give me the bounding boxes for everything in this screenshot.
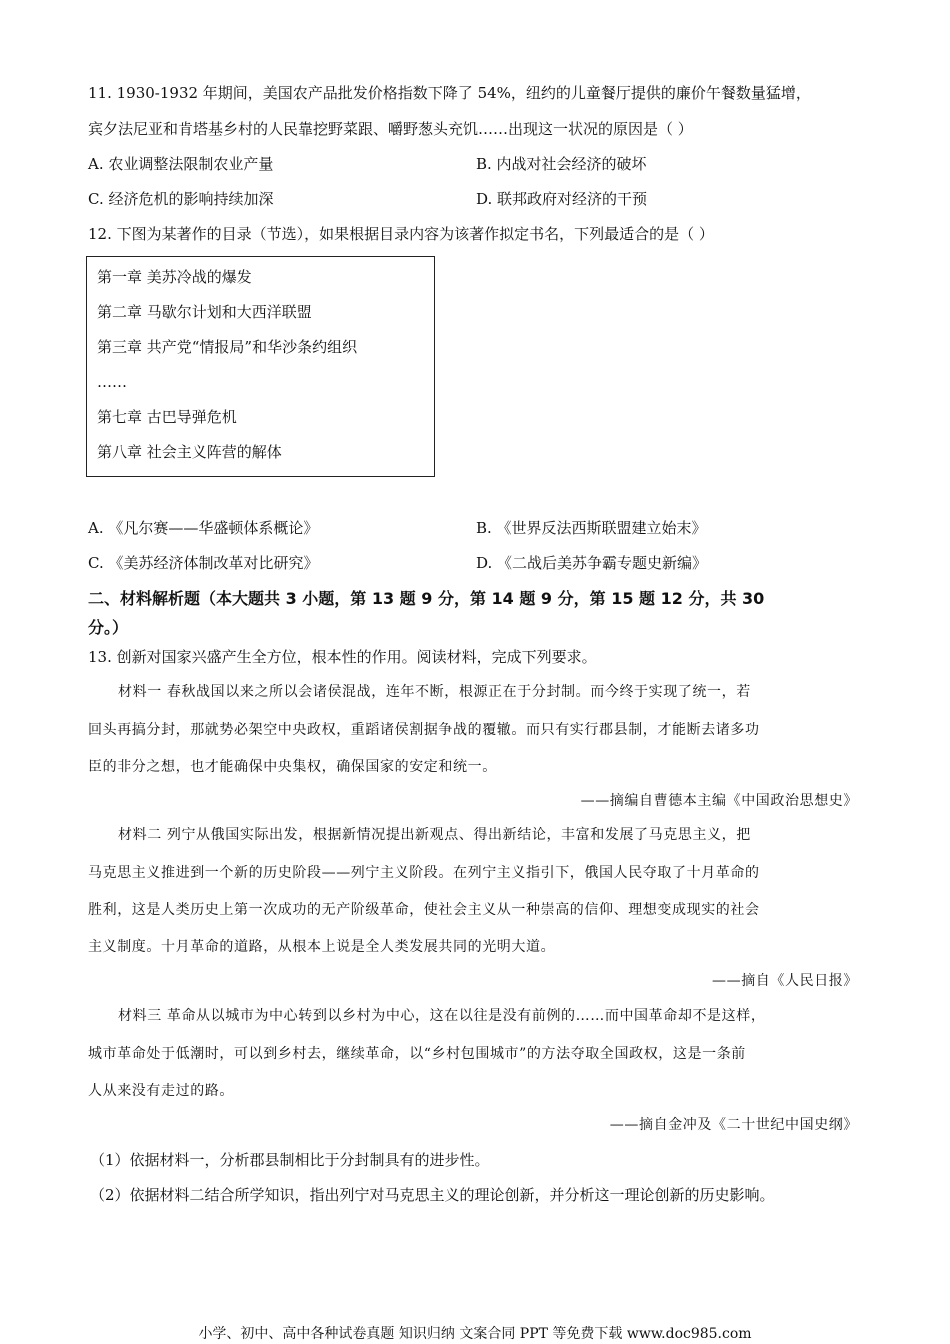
section-heading-line2: 分。） bbox=[88, 618, 129, 637]
q13-task1: （1）依据材料一，分析郡县制相比于分封制具有的进步性。 bbox=[90, 1151, 490, 1169]
toc-item: 第三章 共产党“情报局”和华沙条约组织 bbox=[97, 338, 358, 356]
material2-source: ——摘自《人民日报》 bbox=[712, 973, 858, 989]
q11-option-b: B. 内战对社会经济的破坏 bbox=[476, 155, 647, 173]
q12-option-d: D. 《二战后美苏争霸专题史新编》 bbox=[476, 554, 708, 572]
section-heading-line1: 二、材料解析题（本大题共 3 小题，第 13 题 9 分，第 14 题 9 分，第 15 题 12 分，共 30 bbox=[88, 589, 765, 608]
q11-option-a: A. 农业调整法限制农业产量 bbox=[88, 155, 274, 173]
q12-option-b: B. 《世界反法西斯联盟建立始末》 bbox=[476, 519, 707, 537]
toc-item: …… bbox=[97, 373, 127, 391]
q12-stem: 12. 下图为某著作的目录（节选），如果根据目录内容为该著作拟定书名，下列最适合的是（ ） bbox=[88, 225, 714, 243]
toc-item: 第七章 古巴导弹危机 bbox=[97, 408, 237, 426]
toc-item: 第八章 社会主义阵营的解体 bbox=[97, 443, 282, 461]
material3-source: ——摘自金冲及《二十世纪中国史纲》 bbox=[609, 1117, 858, 1133]
material1-line: 材料一 春秋战国以来之所以会诸侯混战，连年不断，根源正在于分封制。而今终于实现了统一，若 bbox=[118, 684, 751, 700]
q12-option-c: C. 《美苏经济体制改革对比研究》 bbox=[88, 554, 319, 572]
q11-option-d: D. 联邦政府对经济的干预 bbox=[476, 190, 648, 208]
material2-line: 马克思主义推进到一个新的历史阶段——列宁主义阶段。在列宁主义指引下，俄国人民夺取了十月革命的 bbox=[88, 865, 760, 881]
material3-line: 城市革命处于低潮时，可以到乡村去，继续革命，以“乡村包围城市”的方法夺取全国政权，这是一条前 bbox=[88, 1046, 746, 1062]
material1-line: 回头再搞分封，那就势必架空中央政权，重蹈诸侯割据争战的覆辙。而只有实行郡县制，才能断去诸多功 bbox=[88, 722, 760, 738]
q11-option-c: C. 经济危机的影响持续加深 bbox=[88, 190, 274, 208]
table-of-contents-box bbox=[86, 256, 435, 477]
material3-line: 材料三 革命从以城市为中心转到以乡村为中心，这在以往是没有前例的……而中国革命却不是这样， bbox=[118, 1008, 766, 1024]
page-footer: 小学、初中、高中各种试卷真题 知识归纳 文案合同 PPT 等免费下载 www.doc985.com bbox=[198, 1326, 752, 1342]
q13-task2: （2）依据材料二结合所学知识，指出列宁对马克思主义的理论创新，并分析这一理论创新的历史影响。 bbox=[90, 1186, 775, 1204]
material3-line: 人从来没有走过的路。 bbox=[88, 1083, 234, 1099]
material2-line: 主义制度。十月革命的道路，从根本上说是全人类发展共同的光明大道。 bbox=[88, 939, 556, 955]
q11-stem-line2: 宾夕法尼亚和肯塔基乡村的人民靠挖野菜跟、嚼野葱头充饥……出现这一状况的原因是（ ） bbox=[88, 120, 693, 138]
material2-line: 材料二 列宁从俄国实际出发，根据新情况提出新观点、得出新结论，丰富和发展了马克思主义，把 bbox=[118, 827, 751, 843]
toc-item: 第二章 马歇尔计划和大西洋联盟 bbox=[97, 303, 312, 321]
material2-line: 胜利，这是人类历史上第一次成功的无产阶级革命，使社会主义从一种崇高的信仰、理想变成现实的社会 bbox=[88, 902, 760, 918]
q11-stem-line1: 11. 1930-1932 年期间，美国农产品批发价格指数下降了 54%，纽约的儿童餐厅提供的廉价午餐数量猛增， bbox=[88, 84, 811, 102]
material1-line: 臣的非分之想，也才能确保中央集权，确保国家的安定和统一。 bbox=[88, 759, 497, 775]
q12-option-a: A. 《凡尔赛——华盛顿体系概论》 bbox=[88, 519, 319, 537]
q13-stem: 13. 创新对国家兴盛产生全方位，根本性的作用。阅读材料，完成下列要求。 bbox=[88, 648, 597, 666]
toc-item: 第一章 美苏冷战的爆发 bbox=[97, 268, 252, 286]
material1-source: ——摘编自曹德本主编《中国政治思想史》 bbox=[580, 793, 858, 809]
